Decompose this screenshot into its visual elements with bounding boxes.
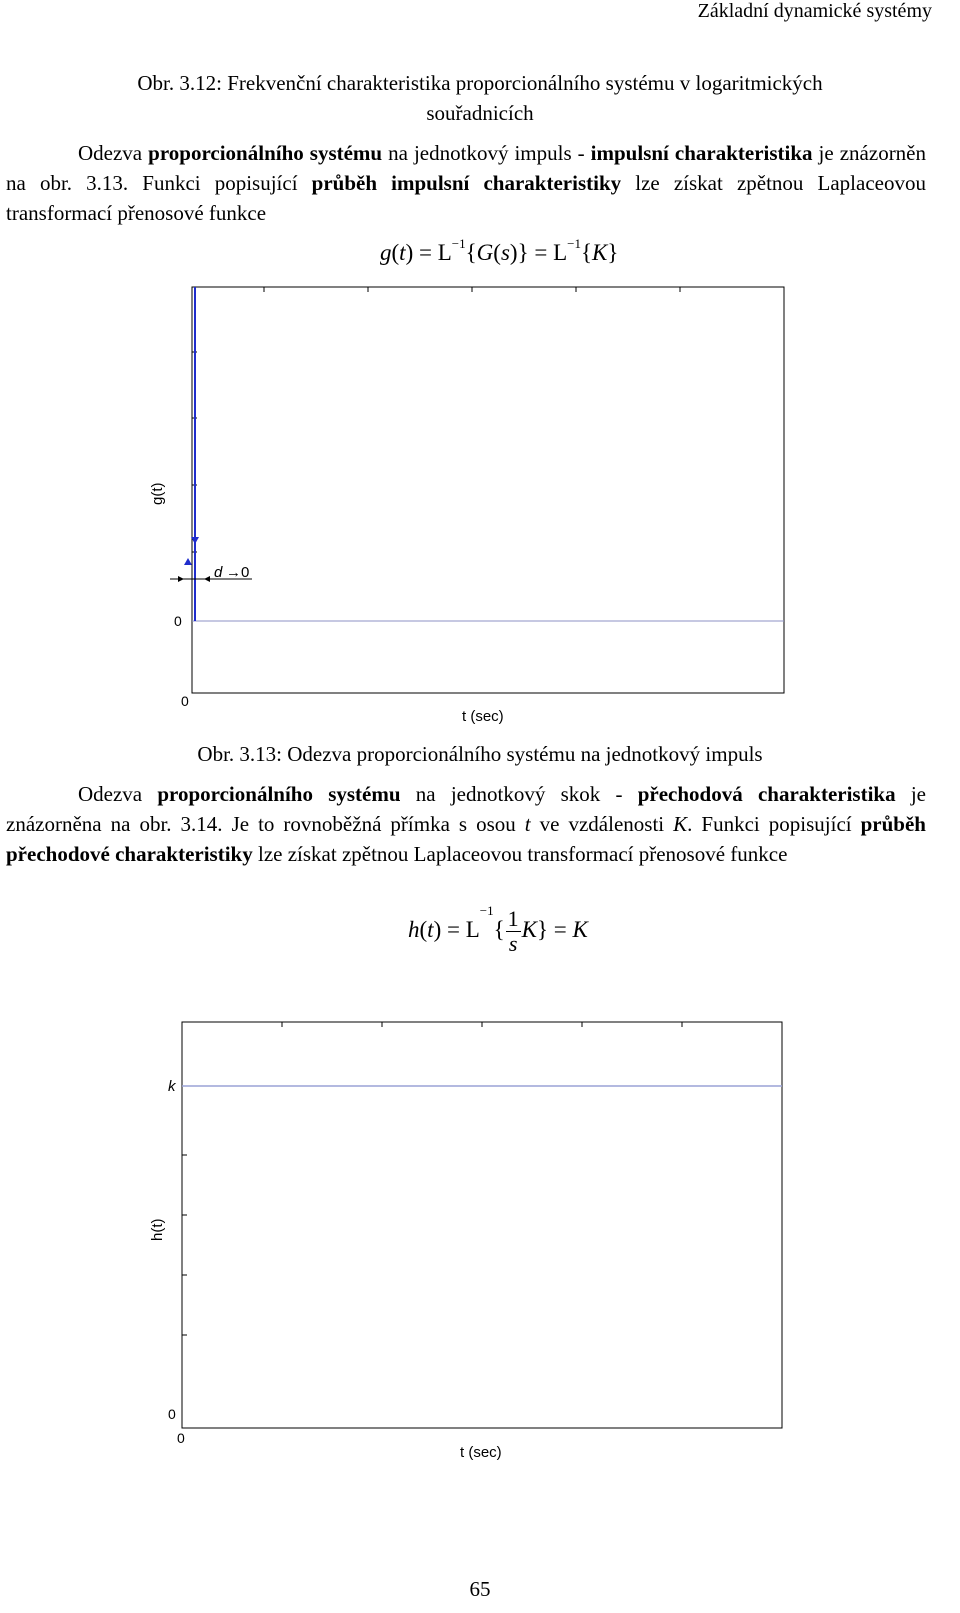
para1-bold-1: proporcionálního systému — [148, 141, 383, 165]
para2-text-6: lze získat zpětnou Laplaceovou transformací přenosové funkce — [252, 842, 788, 866]
equation-impulse: $g(t) = L^{-1}\{G(s)\} = L^{-1}\{K\}$ — [380, 236, 619, 265]
plot-frame — [192, 287, 784, 693]
x-tick-label-0: 0 — [177, 1430, 185, 1446]
x-axis-label: t (sec) — [462, 708, 504, 725]
para2-italic-k: K — [673, 812, 688, 836]
eq1-lhs-arg: t — [399, 240, 406, 265]
width-annotation-arrow-left — [178, 576, 184, 582]
figure-3-12-caption-line1: Obr. 3.12: Frekvenční charakteristika proporcionálního systému v logaritmických — [137, 71, 823, 95]
y-tick-label-0: 0 — [168, 1406, 176, 1422]
running-header: Základní dynamické systémy — [697, 0, 932, 22]
eq1-inner-arg: s — [500, 240, 510, 265]
eq2-frac-den: s — [508, 931, 518, 956]
figure-3-12-caption-line2: souřadnicích — [426, 101, 534, 125]
para1-text-4: lze získat zpětnou Laplaceovou transformací přenosové funkce — [6, 171, 926, 225]
eq2-exp: −1 — [479, 903, 494, 918]
figure-3-13-caption: Obr. 3.13: Odezva proporcionálního systému na jednotkový impuls — [197, 742, 763, 766]
para2-text-1: Odezva — [78, 782, 158, 806]
para2-italic-t: t — [524, 812, 531, 836]
y-axis-label: g(t) — [149, 482, 166, 505]
eq2-fraction — [506, 907, 521, 956]
eq2-frac-num: 1 — [507, 906, 519, 931]
page-number: 65 — [469, 1577, 491, 1601]
eq2-op: L — [465, 916, 480, 942]
plot-frame — [182, 1022, 782, 1428]
para2-bold-1: proporcionálního systému — [157, 782, 401, 806]
y-tick-label-k: k — [168, 1078, 176, 1095]
x-tick-label-0: 0 — [181, 693, 189, 709]
eq2-rhs-const: K — [572, 916, 588, 942]
para2-text-3: je znázorněna na obr. 3.14. Je to rovnoběžná přímka s osou — [6, 782, 927, 836]
x-axis-label: t (sec) — [460, 1444, 502, 1461]
para2-bold-2: přechodová charakteristika — [637, 782, 896, 806]
y-axis-label: h(t) — [149, 1218, 166, 1241]
eq2-lhs-fn: h — [408, 916, 420, 942]
annotation-arrow-text: →0 — [226, 564, 250, 581]
paragraph-step-response — [6, 779, 926, 869]
impulse-arrow-up — [184, 558, 192, 565]
para1-bold-3: průběh impulsní charakteristiky — [311, 171, 622, 195]
eq1-inner-fn: G — [476, 240, 494, 265]
eq1-rhs-const: K — [592, 240, 608, 265]
figure-3-13-chart — [140, 280, 800, 730]
annotation-symbol-d: d — [214, 564, 223, 581]
eq2-lhs-arg: t — [427, 916, 434, 942]
para1-text-1: Odezva — [78, 141, 149, 165]
figure-3-12-caption — [0, 68, 960, 128]
para2-text-2: na jednotkový skok - — [400, 782, 638, 806]
paragraph-impulse-response — [6, 138, 926, 228]
eq1-op-2: L — [553, 240, 568, 265]
figure-3-14-chart — [140, 1015, 800, 1465]
equation-step: $h(t) = L^{-1}${ $\frac{1}{s}$ K} = K — [408, 903, 588, 956]
para1-bold-2: impulsní charakteristika — [590, 141, 813, 165]
y-tick-label-0: 0 — [174, 613, 182, 629]
para1-text-2: na jednotkový impuls - — [382, 141, 591, 165]
eq1-lhs-fn: g — [380, 240, 392, 265]
para2-text-5: . Funkci popisující — [687, 812, 861, 836]
para1-text-3: je znázorněn na obr. 3.13. Funkci popisující — [6, 141, 927, 195]
eq1-exp-1: −1 — [451, 236, 466, 251]
eq1-exp-2: −1 — [567, 236, 581, 251]
eq1-op-1: L — [437, 240, 452, 265]
para2-bold-3: průběh přechodové charakteristiky — [6, 812, 926, 866]
para2-text-4: ve vzdálenosti — [530, 812, 674, 836]
eq2-inner-const: K — [521, 916, 537, 942]
